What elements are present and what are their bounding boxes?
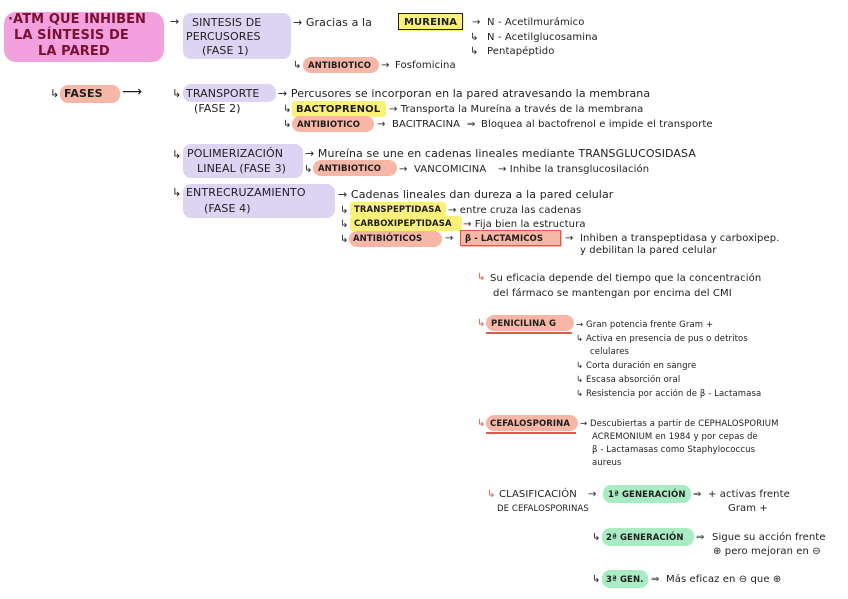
gen1-arrow: → bbox=[588, 489, 597, 500]
cefalosporina-arrow: ↳ bbox=[477, 418, 486, 429]
penicilina-label: PENICILINA G bbox=[491, 319, 557, 329]
fase1-item-3-arrow: ↳ bbox=[470, 46, 479, 57]
fase1-item-1: N - Acetilmurámico bbox=[487, 17, 585, 28]
carboxipeptidasa-desc: → Fija bien la estructura bbox=[463, 219, 586, 230]
eficacia-line-2: del fármaco se mantengan por encima del CMI bbox=[493, 288, 732, 299]
gen3-label: 3ª GEN. bbox=[606, 575, 644, 585]
gen1-desc-1: + activas frente bbox=[708, 489, 790, 500]
fase4-antibioticos: ANTIBIÓTICOS bbox=[353, 234, 423, 244]
penicilina-item-4-text: Escasa absorción oral bbox=[586, 375, 681, 385]
gen2-arrow: ↳ bbox=[592, 532, 601, 543]
fase3-vancomicina: VANCOMICINA bbox=[414, 164, 487, 175]
fase3-title-1: POLIMERIZACIÓN bbox=[187, 147, 284, 160]
fase2-title-1: TRANSPORTE bbox=[186, 87, 260, 100]
fase4-betalactamicos: β - LACTAMICOS bbox=[465, 234, 544, 244]
eficacia-line-1: Su eficacia depende del tiempo que la concentración bbox=[490, 273, 762, 284]
fase4-carboxipeptidasa: CARBOXIPEPTIDASA bbox=[354, 219, 452, 229]
penicilina-item-4: ↳ Escasa absorción oral bbox=[576, 375, 681, 385]
penicilina-item-2b: celulares bbox=[590, 347, 630, 357]
gen1-desc-2: Gram + bbox=[728, 503, 768, 514]
fase1-fosfomicina: Fosfomicina bbox=[395, 60, 456, 71]
bactoprenol-arrow: ↳ bbox=[283, 104, 292, 115]
fase2-desc-text: Percusores se incorporan en la pared atravesando la membrana bbox=[290, 87, 651, 100]
penicilina-item-5-text: Resistencia por acción de β - Lactamasa bbox=[586, 389, 762, 399]
cefalosporina-label: CEFALOSPORINA bbox=[490, 419, 571, 429]
vancomicina-desc: → Inhibe la transglucosilación bbox=[498, 164, 650, 175]
fase3-antibiotico: ANTIBIOTICO bbox=[318, 164, 382, 174]
fases-label: FASES bbox=[64, 87, 103, 100]
gen2-desc-2: ⊕ pero mejoran en ⊖ bbox=[713, 546, 821, 557]
gen1-label: 1ª GENERACIÓN bbox=[608, 490, 686, 500]
betalactamicos-arrow: → bbox=[445, 233, 454, 244]
fase1-item-2-arrow: ↳ bbox=[470, 32, 479, 43]
penicilina-item-2: ↳ Activa en presencia de pus o detritos bbox=[576, 334, 748, 344]
gen2-desc-1: Sigue su acción frente bbox=[712, 532, 826, 543]
fase4-betalactamicos-desc2: y debilitan la pared celular bbox=[580, 245, 717, 256]
fase3-antibiotico-arrow: ↳ bbox=[304, 164, 313, 175]
fase4-transpeptidasa: TRANSPEPTIDASA bbox=[354, 205, 442, 215]
vancomicina-desc-text: Inhibe la transglucosilación bbox=[509, 164, 650, 175]
penicilina-arrow: ↳ bbox=[477, 318, 486, 329]
fase1-item-3: Pentapéptido bbox=[487, 46, 555, 57]
gen3-implies: ⇒ bbox=[651, 574, 660, 585]
fase4-desc-text: Cadenas lineales dan dureza a la pared celular bbox=[350, 188, 614, 201]
fase2-bactoprenol: BACTOPRENOL bbox=[296, 104, 381, 115]
bacitracina-arrow: → bbox=[377, 119, 386, 130]
cefalosporina-underline bbox=[486, 432, 576, 434]
fase4-title-2: (FASE 4) bbox=[204, 202, 251, 215]
gen3-arrow: ↳ bbox=[592, 574, 601, 585]
cefalosporina-line-4: aureus bbox=[592, 458, 622, 468]
transpeptidasa-arrow: ↳ bbox=[340, 205, 349, 216]
penicilina-underline bbox=[486, 332, 572, 334]
bactoprenol-desc-text: Transporta la Mureína a través de la membrana bbox=[400, 104, 644, 115]
fosfomicina-arrow: → bbox=[381, 60, 390, 71]
fase1-item-2: N - Acetilglucosamina bbox=[487, 32, 598, 43]
penicilina-item-2-text: Activa en presencia de pus o detritos bbox=[586, 334, 748, 344]
fase3-desc-text: Mureína se une en cadenas lineales mediante TRANSGLUCOSIDASA bbox=[317, 147, 696, 160]
fase2-hook-arrow: ↳ bbox=[172, 87, 182, 100]
gen3-desc: Más eficaz en ⊖ que ⊕ bbox=[666, 574, 782, 585]
fase2-bacitracina-desc: Bloquea al bactofrenol e impide el transporte bbox=[481, 119, 713, 130]
penicilina-item-1-text: Gran potencia frente Gram + bbox=[586, 320, 714, 330]
fase4-antibioticos-arrow: ↳ bbox=[340, 234, 349, 245]
bactoprenol-desc: → Transporta la Mureína a través de la membrana bbox=[389, 104, 644, 115]
clasificacion-arrow: ↳ bbox=[487, 489, 496, 500]
fase1-gracias: → Gracias a la bbox=[293, 16, 373, 29]
penicilina-item-3: ↳ Corta duración en sangre bbox=[576, 361, 697, 371]
fase2-desc: → Percusores se incorporan en la pared atravesando la membrana bbox=[278, 87, 651, 100]
title-line-2: LA SÍNTESIS DE bbox=[14, 28, 129, 43]
fase4-desc: → Cadenas lineales dan dureza a la pared celular bbox=[338, 188, 614, 201]
fase1-title-2: PERCUSORES bbox=[186, 30, 261, 43]
carboxipeptidasa-arrow: ↳ bbox=[340, 219, 349, 230]
fase2-antibiotico-arrow: ↳ bbox=[283, 119, 292, 130]
penicilina-item-5: ↳ Resistencia por acción de β - Lactamasa bbox=[576, 389, 762, 399]
fase1-antibiotico: ANTIBIOTICO bbox=[308, 61, 372, 71]
fase1-antibiotico-arrow: ↳ bbox=[293, 60, 302, 71]
fase1-mureina: MUREINA bbox=[404, 17, 458, 28]
transpeptidasa-desc: → entre cruza las cadenas bbox=[448, 205, 582, 216]
vancomicina-arrow: → bbox=[399, 164, 408, 175]
fase4-betalactamicos-desc1: Inhiben a transpeptidasa y carboxipep. bbox=[580, 233, 780, 244]
fases-hook-arrow: ↳ bbox=[50, 87, 60, 100]
title-line-3: LA PARED bbox=[38, 44, 110, 59]
cefalosporina-line-1-text: Descubiertas a partir de CEPHALOSPORIUM bbox=[590, 419, 779, 429]
clasificacion-line-1: CLASIFICACIÓN bbox=[499, 489, 577, 500]
fase3-hook-arrow: ↳ bbox=[172, 148, 182, 161]
cefalosporina-line-3: β - Lactamasas como Staphylococcus bbox=[592, 445, 756, 455]
fase2-title-2: (FASE 2) bbox=[194, 102, 241, 115]
title-line-1: ·ATM QUE INHIBEN bbox=[8, 12, 147, 27]
bacitracina-implies: ⇒ bbox=[467, 119, 476, 130]
fase3-title-2: LINEAL (FASE 3) bbox=[197, 162, 287, 175]
fase1-title-3: (FASE 1) bbox=[202, 44, 249, 57]
betalactamicos-desc-arrow: → bbox=[565, 233, 574, 244]
penicilina-item-1: → Gran potencia frente Gram + bbox=[576, 320, 714, 330]
gen2-implies: ⇒ bbox=[696, 532, 705, 543]
penicilina-item-3-text: Corta duración en sangre bbox=[586, 361, 697, 371]
mureina-arrow: → bbox=[472, 17, 481, 28]
eficacia-arrow: ↳ bbox=[477, 272, 486, 283]
fase4-hook-arrow: ↳ bbox=[172, 186, 182, 199]
clasificacion-line-2: DE CEFALOSPORINAS bbox=[497, 504, 589, 514]
cefalosporina-line-1: → Descubiertas a partir de CEPHALOSPORIUM bbox=[580, 419, 779, 429]
fase1-gracias-text: Gracias a la bbox=[305, 16, 373, 29]
gen1-implies: ⇒ bbox=[693, 489, 702, 500]
fases-arrow: ⟶ bbox=[122, 84, 143, 100]
fase2-bacitracina: BACITRACINA bbox=[392, 119, 461, 130]
fase1-title-1: SINTESIS DE bbox=[192, 16, 262, 29]
title-to-fase1-arrow: → bbox=[170, 15, 180, 28]
fase2-antibiotico: ANTIBIOTICO bbox=[297, 120, 361, 130]
carboxipeptidasa-desc-text: Fija bien la estructura bbox=[474, 219, 586, 230]
fase4-title-1: ENTRECRUZAMIENTO bbox=[186, 186, 306, 199]
transpeptidasa-desc-text: entre cruza las cadenas bbox=[459, 205, 582, 216]
cefalosporina-line-2: ACREMONIUM en 1984 y por cepas de bbox=[592, 432, 758, 442]
gen2-label: 2ª GENERACIÓN bbox=[606, 533, 684, 543]
fase3-desc: → Mureína se une en cadenas lineales mediante TRANSGLUCOSIDASA bbox=[305, 147, 696, 160]
